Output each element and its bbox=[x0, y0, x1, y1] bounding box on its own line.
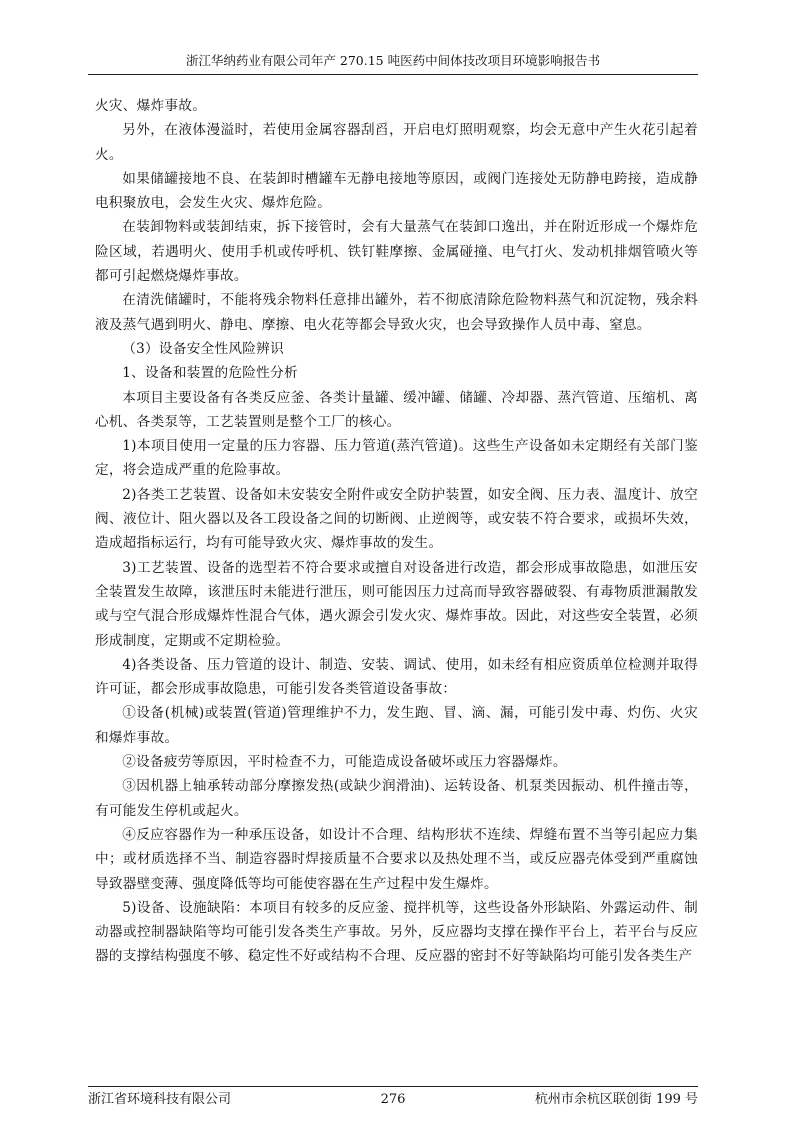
list-item: ③因机器上轴承转动部分摩擦发热(或缺少润滑油)、运转设备、机泵类因振动、机件撞击等，有可能发生停机或起火。 bbox=[95, 778, 698, 819]
list-item: ①设备(机械)或装置(管道)管理维护不力，发生跑、冒、滴、漏，可能引发中毒、灼伤、火灾和爆炸事故。 bbox=[95, 705, 698, 746]
paragraph: 在装卸物料或装卸结束，拆下接管时，会有大量蒸气在装卸口逸出，并在附近形成一个爆炸危险区域，若遇明火、使用手机或传呼机、铁钉鞋摩擦、金属碰撞、电气打火、发动机排烟管喷火等都可引起燃烧爆炸事故。 bbox=[95, 219, 698, 285]
page-header bbox=[88, 52, 698, 75]
subsection-heading: 1、设备和装置的危险性分析 bbox=[122, 365, 298, 382]
paragraph: 在清洗储罐时，不能将残余物料任意排出罐外，若不彻底清除危险物料蒸气和沉淀物，残余料液及蒸气遇到明火、静电、摩擦、电火花等都会导致火灾，也会导致操作人员中毒、窒息。 bbox=[95, 292, 698, 333]
paragraph: 本项目主要设备有各类反应釜、各类计量罐、缓冲罐、储罐、冷却器、蒸汽管道、压缩机、离心机、各类泵等，工艺装置则是整个工厂的核心。 bbox=[95, 389, 698, 430]
footer-address: 杭州市余杭区联创街 199 号 bbox=[534, 1092, 698, 1107]
paragraph: 火灾、爆炸事故。 bbox=[95, 98, 207, 114]
footer-company: 浙江省环境科技有限公司 bbox=[88, 1092, 232, 1107]
paragraph: 另外，在液体漫溢时，若使用金属容器刮舀，开启电灯照明观察，均会无意中产生火花引起着火。 bbox=[95, 122, 698, 163]
paragraph: 如果储罐接地不良、在装卸时槽罐车无静电接地等原因，或阀门连接处无防静电跨接，造成静电积聚放电，会发生火灾、爆炸危险。 bbox=[95, 170, 698, 212]
paragraph: 5)设备、设施缺陷：本项目有较多的反应釜、搅拌机等，这些设备外形缺陷、外露运动件、制动器或控制器缺陷等均可能引发各类生产事故。另外，反应器均支撑在操作平台上，若平台与反应器的支撑结构强度不够、稳定性不好或结构不合理、反应器的密封不好等缺陷均可能引发各类生产 bbox=[95, 899, 698, 965]
paragraph: 4)各类设备、压力管道的设计、制造、安装、调试、使用，如未经有相应资质单位检测并取得许可证，都会形成事故隐患，可能引发各类管道设备事故： bbox=[95, 656, 698, 698]
paragraph: 3)工艺装置、设备的选型若不符合要求或擅自对设备进行改造，都会形成事故隐患，如泄压安全装置发生故障，该泄压时未能进行泄压，则可能因压力过高而导致容器破裂、有毒物质泄漏散发或与空气混合形成爆炸性混合气体，遇火源会引发火灾、爆炸事故。因此，对这些安全装置，必须形成制度，定期或不定期检验。 bbox=[95, 559, 698, 649]
page-number: 276 bbox=[380, 1092, 406, 1107]
header-title: 浙江华纳药业有限公司年产 270.15 吨医药中间体技改项目环境影响报告书 bbox=[185, 53, 601, 68]
list-item: ②设备疲劳等原因，平时检查不力，可能造成设备破坏或压力容器爆炸。 bbox=[122, 754, 567, 771]
page-footer bbox=[88, 1086, 698, 1111]
paragraph: 1)本项目使用一定量的压力容器、压力管道(蒸汽管道)。这些生产设备如未定期经有关部门鉴定，将会造成严重的危险事故。 bbox=[95, 438, 698, 479]
paragraph: 2)各类工艺装置、设备如未安装安全附件或安全防护装置，如安全阀、压力表、温度计、放空阀、液位计、阻火器以及各工段设备之间的切断阀、止逆阀等，或安装不符合要求，或损坏失效，造成超指标运行，均有可能导致火灾、爆炸事故的发生。 bbox=[95, 486, 698, 552]
list-item: ④反应容器作为一种承压设备，如设计不合理、结构形状不连续、焊缝布置不当等引起应力集中；或材质选择不当、制造容器时焊接质量不合要求以及热处理不当，或反应器壳体受到严重腐蚀导致器壁变薄、强度降低等均可能使容器在生产过程中发生爆炸。 bbox=[95, 826, 698, 892]
document-body bbox=[95, 94, 698, 969]
section-heading: （3）设备安全性风险辨识 bbox=[122, 340, 284, 357]
